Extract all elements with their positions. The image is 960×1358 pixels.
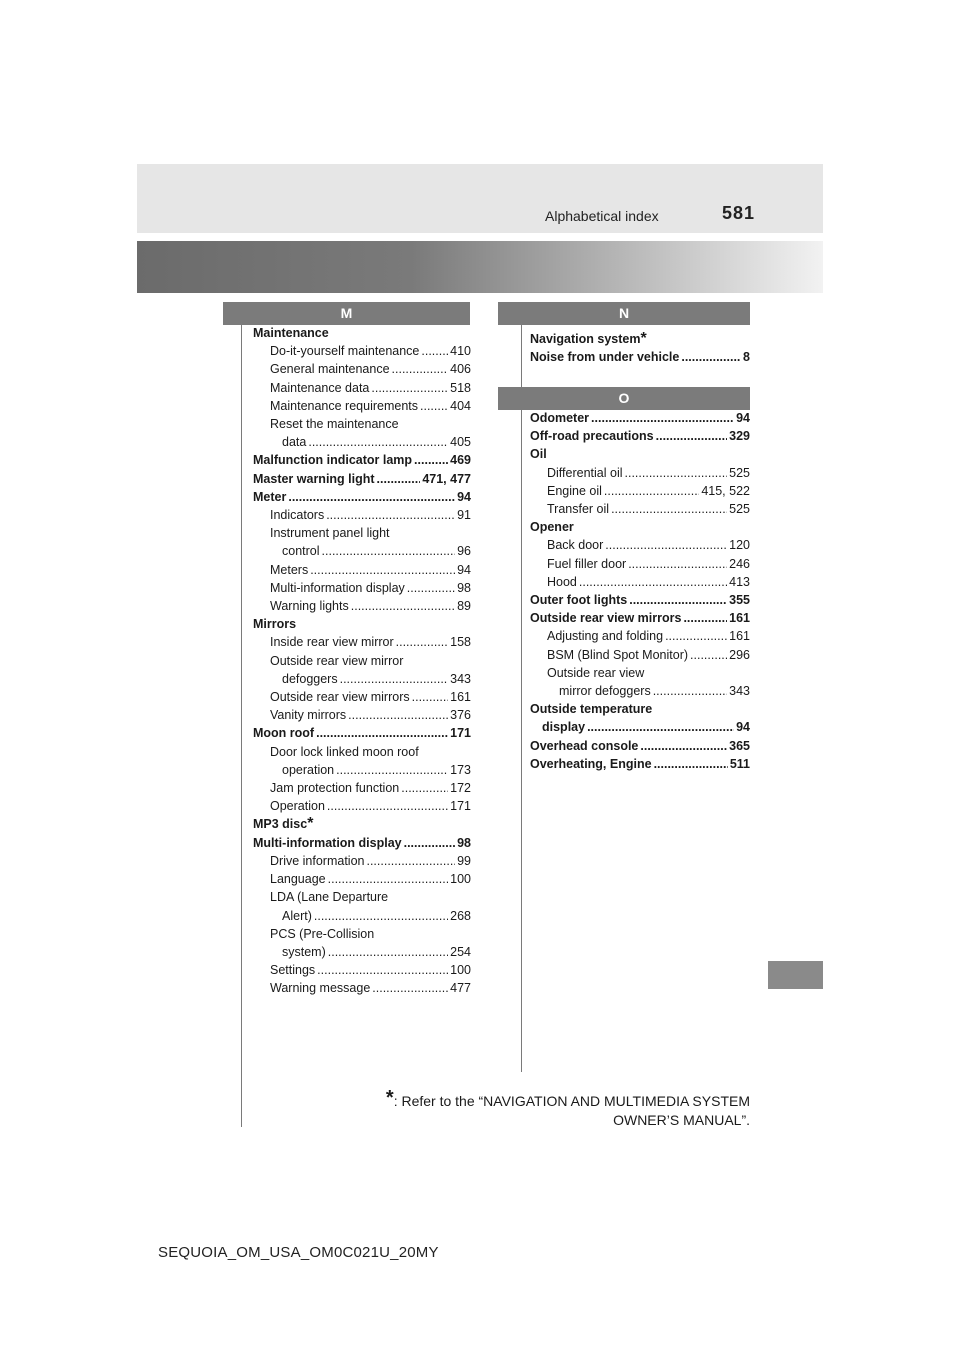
leader-dots bbox=[683, 609, 727, 627]
leader-dots bbox=[587, 718, 734, 736]
index-entry-label: Outside rear view mirrors bbox=[530, 611, 682, 626]
index-entry bbox=[530, 627, 750, 645]
index-entry-label: Hood bbox=[547, 574, 577, 589]
index-entry-page: 268 bbox=[450, 908, 471, 923]
index-entry bbox=[530, 427, 750, 445]
header-gradient-band bbox=[137, 241, 823, 293]
index-entry-page: 469 bbox=[450, 453, 471, 468]
index-entry-label: Back door bbox=[547, 538, 604, 553]
index-entry bbox=[253, 470, 471, 488]
index-entry bbox=[530, 700, 750, 718]
index-entry bbox=[253, 979, 471, 997]
index-entry bbox=[530, 718, 750, 736]
index-entry-label: Opener bbox=[530, 520, 574, 535]
index-entry-page: 94 bbox=[736, 720, 750, 735]
leader-dots bbox=[328, 870, 449, 888]
index-entry bbox=[253, 852, 471, 870]
index-entry-label: Fuel filler door bbox=[547, 556, 627, 571]
index-entry-page: 99 bbox=[457, 853, 471, 868]
index-entry bbox=[253, 506, 471, 524]
leader-dots bbox=[322, 542, 456, 560]
leader-dots bbox=[336, 761, 448, 779]
index-entry-label: Inside rear view mirror bbox=[270, 635, 394, 650]
center-column-rule bbox=[521, 318, 522, 1072]
leader-dots bbox=[366, 852, 455, 870]
index-entry-page: 91 bbox=[457, 508, 471, 523]
index-column-n bbox=[530, 330, 750, 366]
leader-dots bbox=[656, 427, 728, 445]
index-entry-label: Differential oil bbox=[547, 465, 623, 480]
index-entry-label: Navigation system bbox=[530, 332, 641, 346]
leader-dots bbox=[421, 342, 448, 360]
leader-dots bbox=[611, 500, 727, 518]
index-entry-page: 98 bbox=[457, 835, 471, 850]
index-entry-page: 96 bbox=[457, 544, 471, 559]
leader-dots bbox=[591, 409, 734, 427]
index-entry bbox=[530, 682, 750, 700]
index-entry-page: 94 bbox=[736, 411, 750, 425]
index-entry-page: 161 bbox=[729, 611, 750, 626]
index-entry bbox=[530, 536, 750, 554]
index-entry-label: Indicators bbox=[270, 508, 325, 523]
leader-dots bbox=[407, 579, 455, 597]
index-entry-page: 94 bbox=[457, 489, 471, 504]
left-column-rule bbox=[241, 318, 242, 1127]
index-entry-label: Jam protection function bbox=[270, 781, 400, 796]
index-entry-page: 161 bbox=[450, 690, 471, 705]
leader-dots bbox=[314, 907, 448, 925]
index-entry-label: Maintenance data bbox=[270, 380, 370, 395]
index-entry-page: 120 bbox=[729, 538, 750, 553]
index-entry bbox=[530, 482, 750, 500]
index-entry-label: Outer foot lights bbox=[530, 593, 628, 608]
index-entry bbox=[530, 555, 750, 573]
index-entry-label: Overhead console bbox=[530, 738, 639, 753]
index-entry-page: 329 bbox=[729, 429, 750, 444]
index-entry bbox=[530, 409, 750, 427]
leader-dots bbox=[681, 348, 741, 366]
index-column-m bbox=[253, 324, 471, 998]
section-thumb-tab bbox=[768, 961, 823, 989]
index-entry-label: Noise from under vehicle bbox=[530, 350, 680, 365]
index-entry-label: Outside temperature bbox=[530, 702, 653, 717]
footnote-asterisk: * bbox=[385, 1087, 394, 1109]
index-entry bbox=[253, 360, 471, 378]
leader-dots bbox=[351, 597, 455, 615]
leader-dots bbox=[392, 360, 449, 378]
index-entry-label: Meters bbox=[270, 562, 309, 577]
index-entry-label: Maintenance requirements bbox=[270, 398, 418, 413]
index-entry bbox=[253, 907, 471, 925]
index-entry-label: Master warning light bbox=[253, 471, 375, 486]
index-entry-page: 254 bbox=[450, 944, 471, 959]
index-entry-label: General maintenance bbox=[270, 362, 390, 377]
leader-dots bbox=[328, 943, 448, 961]
header-bar bbox=[137, 164, 823, 233]
leader-dots bbox=[404, 834, 455, 852]
index-entry bbox=[530, 500, 750, 518]
leader-dots bbox=[308, 433, 448, 451]
index-entry bbox=[253, 397, 471, 415]
leader-dots bbox=[401, 779, 448, 797]
index-entry bbox=[253, 579, 471, 597]
index-entry-page: 518 bbox=[450, 380, 471, 395]
index-entry bbox=[253, 433, 471, 451]
index-entry-page: 365 bbox=[729, 738, 750, 753]
index-entry-page: 404 bbox=[450, 398, 471, 413]
index-entry bbox=[253, 870, 471, 888]
index-entry-page: 405 bbox=[450, 435, 471, 450]
page-title: Alphabetical index bbox=[545, 208, 659, 224]
index-entry bbox=[253, 324, 471, 342]
index-entry-page: 94 bbox=[457, 562, 471, 577]
index-entry-page: 161 bbox=[729, 629, 750, 644]
index-entry-page: 296 bbox=[729, 647, 750, 662]
index-entry-label: Alert) bbox=[282, 908, 312, 923]
index-entry-label: Transfer oil bbox=[547, 502, 610, 517]
index-entry bbox=[253, 451, 471, 469]
leader-dots bbox=[640, 737, 727, 755]
leader-dots bbox=[396, 633, 449, 651]
leader-dots bbox=[327, 797, 448, 815]
index-entry bbox=[253, 797, 471, 815]
index-entry bbox=[530, 646, 750, 664]
page-number: 581 bbox=[722, 203, 756, 223]
index-entry-page: 158 bbox=[450, 635, 471, 650]
index-entry-page: 89 bbox=[457, 599, 471, 614]
index-entry bbox=[253, 524, 471, 542]
leader-dots bbox=[412, 688, 449, 706]
index-entry-label: defoggers bbox=[282, 671, 338, 686]
index-entry bbox=[253, 561, 471, 579]
leader-dots bbox=[420, 397, 448, 415]
index-entry-page: 171 bbox=[450, 799, 471, 814]
leader-dots bbox=[310, 561, 455, 579]
leader-dots bbox=[628, 555, 727, 573]
index-entry-label: Do-it-yourself maintenance bbox=[270, 344, 420, 359]
leader-dots bbox=[371, 379, 448, 397]
leader-dots bbox=[604, 482, 699, 500]
index-entry-label: Outside rear view mirrors bbox=[270, 690, 410, 705]
index-entry-page: 413 bbox=[729, 574, 750, 589]
index-entry-label: Off-road precautions bbox=[530, 429, 654, 444]
index-entry-label: Vanity mirrors bbox=[270, 708, 347, 723]
index-entry-label: mirror defoggers bbox=[559, 684, 651, 699]
index-entry-label: Maintenance bbox=[253, 326, 329, 340]
index-entry-page: 246 bbox=[729, 556, 750, 571]
footnote-line-1: *: Refer to the “NAVIGATION AND MULTIMEDIA SYSTEM bbox=[385, 1087, 750, 1109]
index-entry bbox=[253, 888, 471, 906]
section-header-o: O bbox=[498, 387, 750, 410]
index-entry-label: Multi-information display bbox=[253, 835, 402, 850]
index-entry-label: Operation bbox=[270, 799, 325, 814]
index-entry bbox=[530, 445, 750, 463]
leader-dots bbox=[654, 755, 728, 773]
index-entry-page: 343 bbox=[450, 671, 471, 686]
index-entry: Navigation system * bbox=[530, 330, 647, 347]
index-entry bbox=[253, 342, 471, 360]
index-entry-page: 8 bbox=[743, 350, 750, 365]
index-entry-page: 100 bbox=[450, 963, 471, 978]
index-entry bbox=[253, 379, 471, 397]
leader-dots bbox=[579, 573, 727, 591]
index-entry bbox=[253, 542, 471, 560]
leader-dots bbox=[653, 682, 727, 700]
index-entry-label: Settings bbox=[270, 963, 316, 978]
index-entry bbox=[253, 761, 471, 779]
index-entry-label: Instrument panel light bbox=[270, 526, 390, 541]
index-entry-label: Warning lights bbox=[270, 599, 349, 614]
index-entry-page: 511 bbox=[729, 756, 750, 771]
index-entry-label: PCS (Pre-Collision bbox=[270, 926, 375, 941]
leader-dots bbox=[665, 627, 727, 645]
leader-dots bbox=[414, 451, 448, 469]
index-column-o bbox=[530, 409, 750, 773]
index-entry-page: 172 bbox=[450, 781, 471, 796]
section-header-m: M bbox=[223, 302, 470, 325]
index-entry bbox=[253, 743, 471, 761]
leader-dots bbox=[690, 646, 727, 664]
index-entry-label: Oil bbox=[530, 447, 547, 462]
leader-dots bbox=[372, 979, 448, 997]
index-entry-label: Outside rear view bbox=[547, 665, 645, 680]
index-entry bbox=[530, 518, 750, 536]
section-header-n: N bbox=[498, 302, 750, 325]
index-entry bbox=[253, 724, 471, 742]
index-entry bbox=[530, 464, 750, 482]
leader-dots bbox=[316, 724, 448, 742]
index-entry bbox=[253, 597, 471, 615]
index-entry-page: 415, 522 bbox=[701, 483, 750, 498]
index-entry bbox=[530, 609, 750, 627]
leader-dots bbox=[288, 488, 455, 506]
index-entry-label: Overheating, Engine bbox=[530, 756, 652, 771]
index-entry-label: display bbox=[542, 720, 586, 735]
index-entry bbox=[253, 834, 471, 852]
index-entry-label: system) bbox=[282, 944, 326, 959]
index-entry: MP3 disc * bbox=[253, 815, 314, 833]
index-entry bbox=[253, 670, 471, 688]
leader-dots bbox=[625, 464, 728, 482]
leader-dots bbox=[629, 591, 727, 609]
index-entry-page: 171 bbox=[450, 726, 471, 741]
index-entry bbox=[253, 415, 471, 433]
index-entry-label: BSM (Blind Spot Monitor) bbox=[547, 647, 689, 662]
index-entry-page: 525 bbox=[729, 502, 750, 517]
index-entry-label: Outside rear view mirror bbox=[270, 653, 404, 668]
leader-dots bbox=[317, 961, 448, 979]
index-entry bbox=[530, 737, 750, 755]
index-entry-page: 173 bbox=[450, 762, 471, 777]
index-entry-label: Warning message bbox=[270, 981, 371, 996]
index-entry bbox=[253, 488, 471, 506]
index-entry-page: 477 bbox=[450, 981, 471, 996]
index-entry-page: 343 bbox=[729, 684, 750, 699]
index-entry-label: data bbox=[282, 435, 307, 450]
index-entry-page: 100 bbox=[450, 872, 471, 887]
index-entry-label: Malfunction indicator lamp bbox=[253, 453, 413, 468]
index-entry-label: Meter bbox=[253, 489, 287, 504]
index-entry bbox=[530, 348, 750, 366]
index-entry bbox=[253, 615, 471, 633]
index-entry-label: Door lock linked moon roof bbox=[270, 744, 419, 759]
index-entry bbox=[253, 688, 471, 706]
index-entry-label: Odometer bbox=[530, 411, 590, 425]
index-entry-label: Mirrors bbox=[253, 617, 297, 632]
index-entry bbox=[253, 779, 471, 797]
index-entry-label: Engine oil bbox=[547, 483, 602, 498]
index-entry bbox=[253, 706, 471, 724]
index-entry-page: 355 bbox=[729, 593, 750, 608]
index-entry-page: 98 bbox=[457, 580, 471, 595]
index-entry-label: Adjusting and folding bbox=[547, 629, 664, 644]
index-entry-label: LDA (Lane Departure bbox=[270, 890, 389, 905]
leader-dots bbox=[326, 506, 455, 524]
index-entry bbox=[530, 591, 750, 609]
index-entry bbox=[253, 925, 471, 943]
index-entry-label: Language bbox=[270, 872, 326, 887]
index-entry bbox=[253, 633, 471, 651]
index-entry-label: Moon roof bbox=[253, 726, 315, 741]
leader-dots bbox=[605, 536, 727, 554]
index-entry-page: 410 bbox=[450, 344, 471, 359]
index-entry bbox=[253, 961, 471, 979]
index-entry-page: 376 bbox=[450, 708, 471, 723]
index-entry bbox=[530, 664, 750, 682]
footnote-line-2: OWNER’S MANUAL”. bbox=[613, 1112, 750, 1128]
leader-dots bbox=[377, 470, 421, 488]
index-entry-label: Reset the maintenance bbox=[270, 417, 399, 432]
index-entry-page: 406 bbox=[450, 362, 471, 377]
index-entry bbox=[530, 573, 750, 591]
index-entry bbox=[530, 755, 750, 773]
index-entry-label: Drive information bbox=[270, 853, 365, 868]
footnote bbox=[352, 1087, 750, 1130]
leader-dots bbox=[340, 670, 449, 688]
index-entry-label: operation bbox=[282, 762, 335, 777]
index-entry-page: 525 bbox=[729, 465, 750, 480]
index-entry-label: Multi-information display bbox=[270, 580, 405, 595]
index-entry bbox=[253, 943, 471, 961]
index-entry-page: 471, 477 bbox=[422, 471, 471, 486]
leader-dots bbox=[348, 706, 448, 724]
index-entry-label: control bbox=[282, 544, 320, 559]
document-id: SEQUOIA_OM_USA_OM0C021U_20MY bbox=[158, 1244, 439, 1261]
index-entry-label: MP3 disc bbox=[253, 817, 308, 832]
index-entry bbox=[253, 652, 471, 670]
